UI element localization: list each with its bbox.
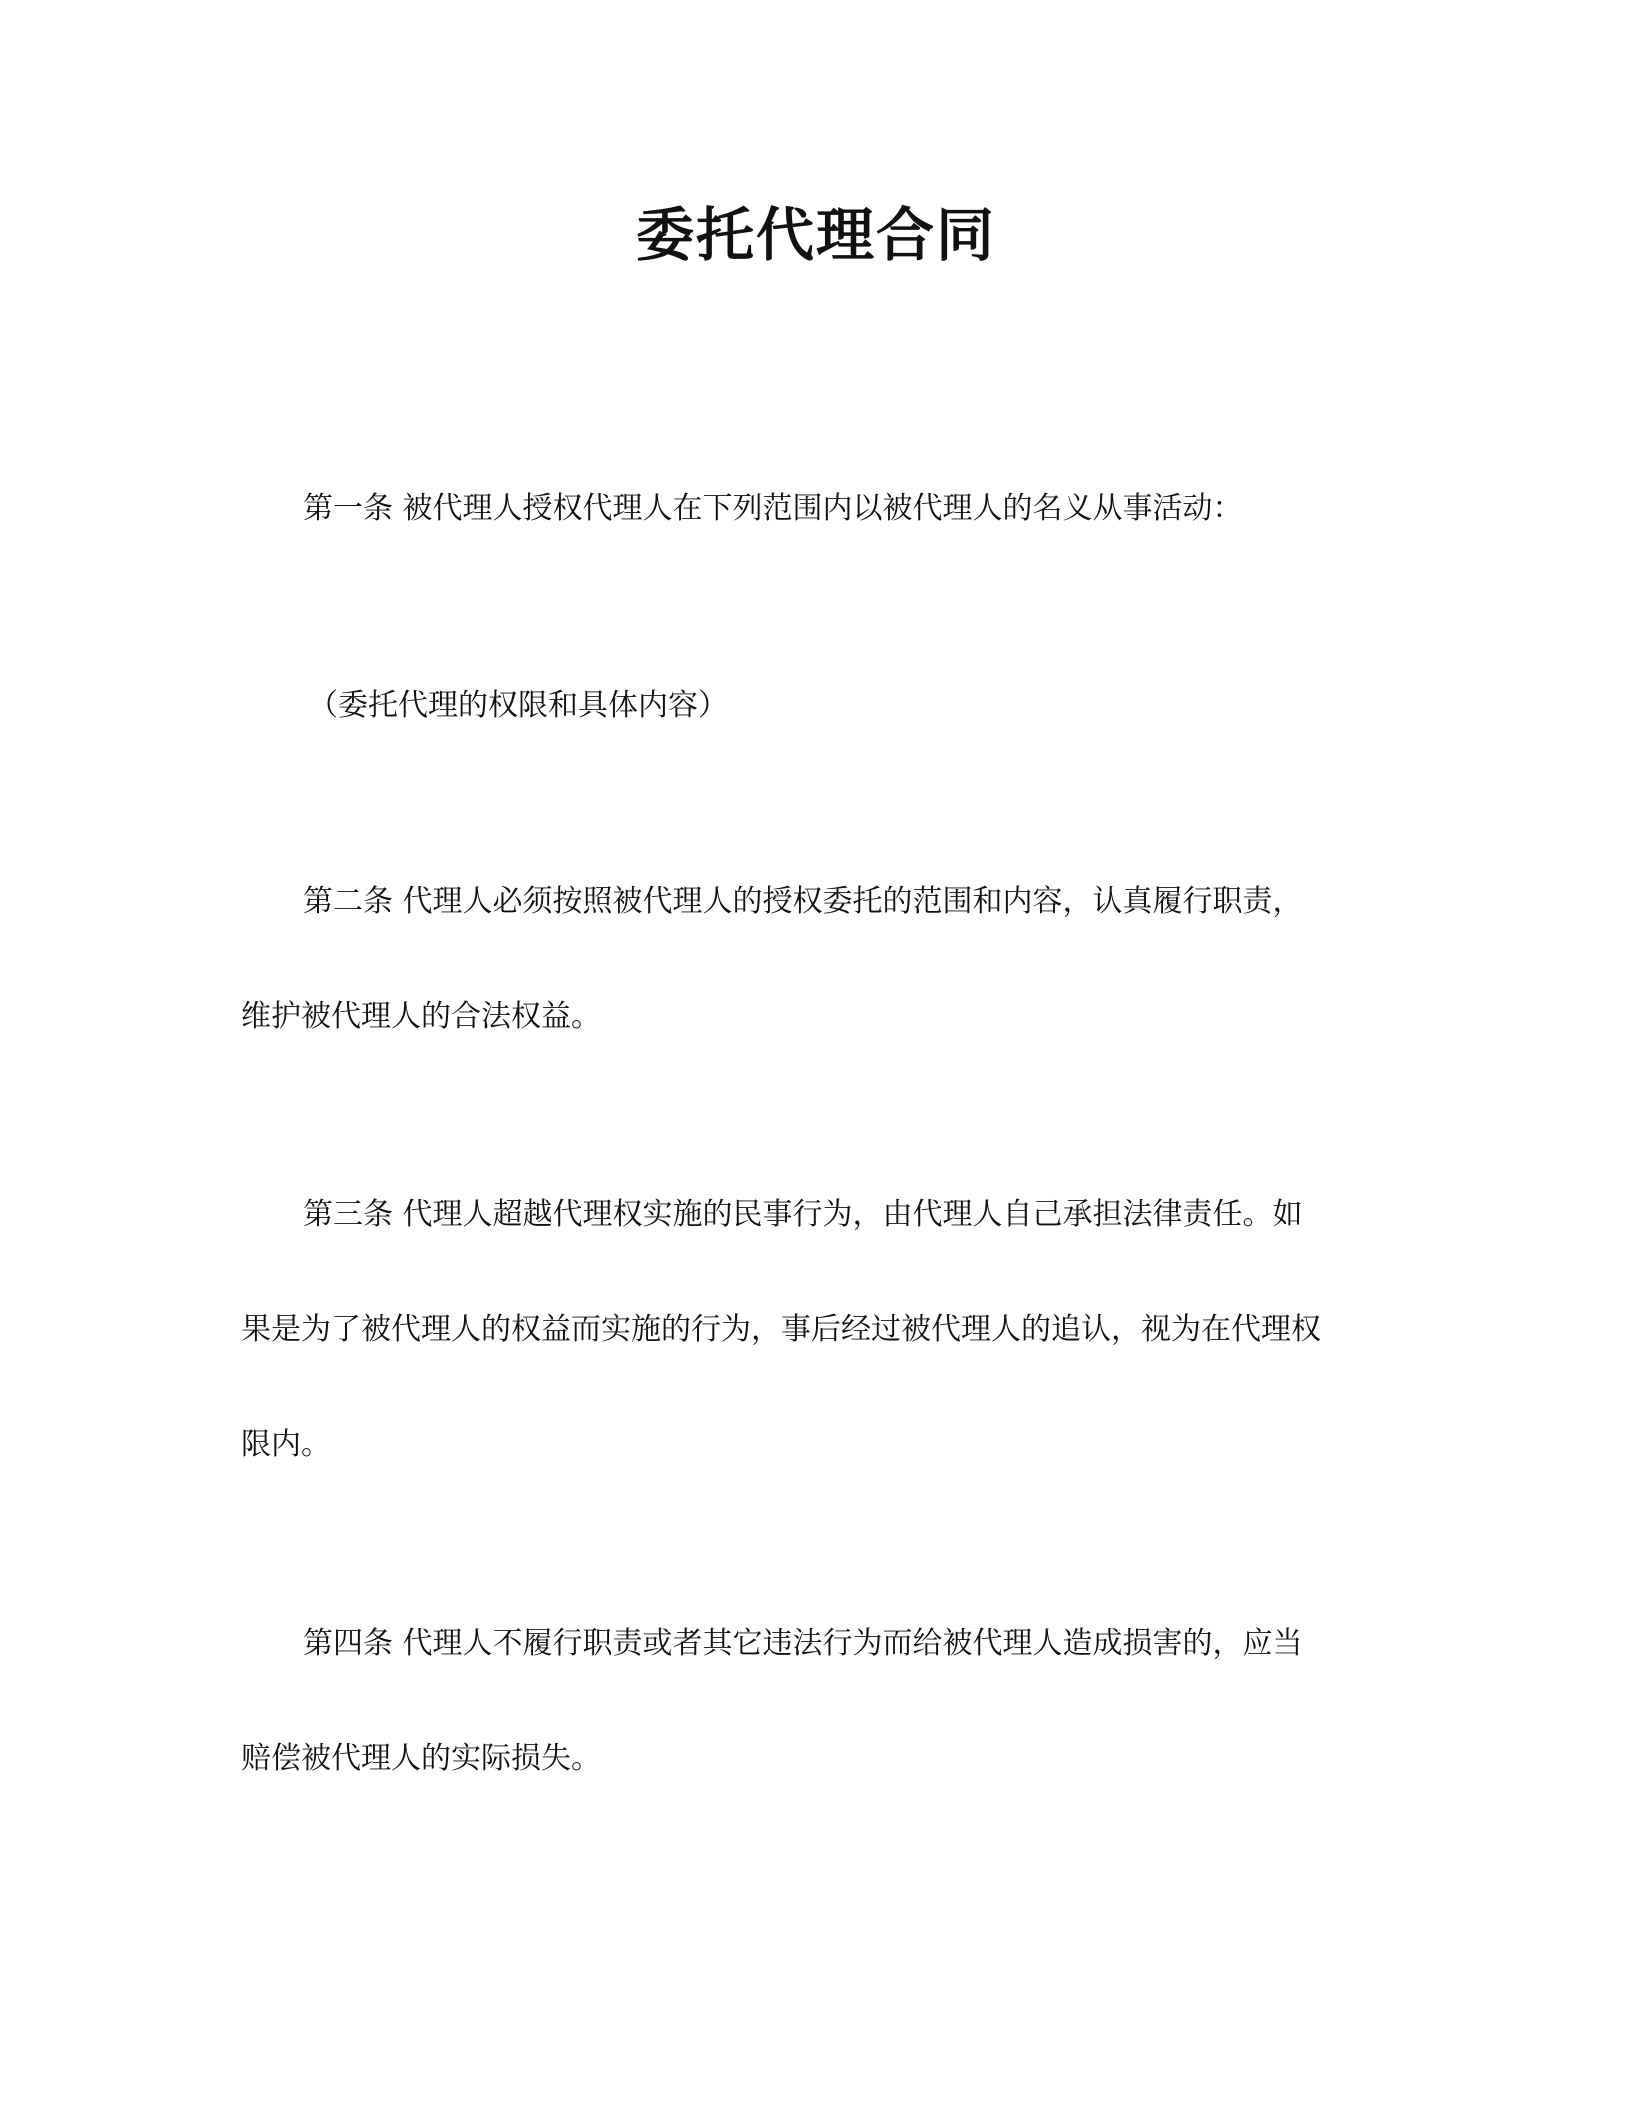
document-title: 委托代理合同 <box>635 201 996 269</box>
article-4-line-1: 第四条 代理人不履行职责或者其它违法行为而给被代理人造成损害的，应当 <box>303 1626 1303 1661</box>
article-3-line-3: 限内。 <box>241 1427 331 1462</box>
article-2-line-1: 第二条 代理人必须按照被代理人的授权委托的范围和内容，认真履行职责， <box>303 884 1303 919</box>
article-1-note-line: （委托代理的权限和具体内容） <box>308 688 728 723</box>
article-1-line-1: 第一条 被代理人授权代理人在下列范围内以被代理人的名义从事活动： <box>303 491 1243 526</box>
article-3-line-1: 第三条 代理人超越代理权实施的民事行为，由代理人自己承担法律责任。如 <box>303 1197 1303 1232</box>
article-2-line-2: 维护被代理人的合法权益。 <box>241 999 601 1034</box>
article-4-line-2: 赔偿被代理人的实际损失。 <box>241 1741 601 1776</box>
article-3-line-2: 果是为了被代理人的权益而实施的行为，事后经过被代理人的追认，视为在代理权 <box>241 1312 1321 1347</box>
